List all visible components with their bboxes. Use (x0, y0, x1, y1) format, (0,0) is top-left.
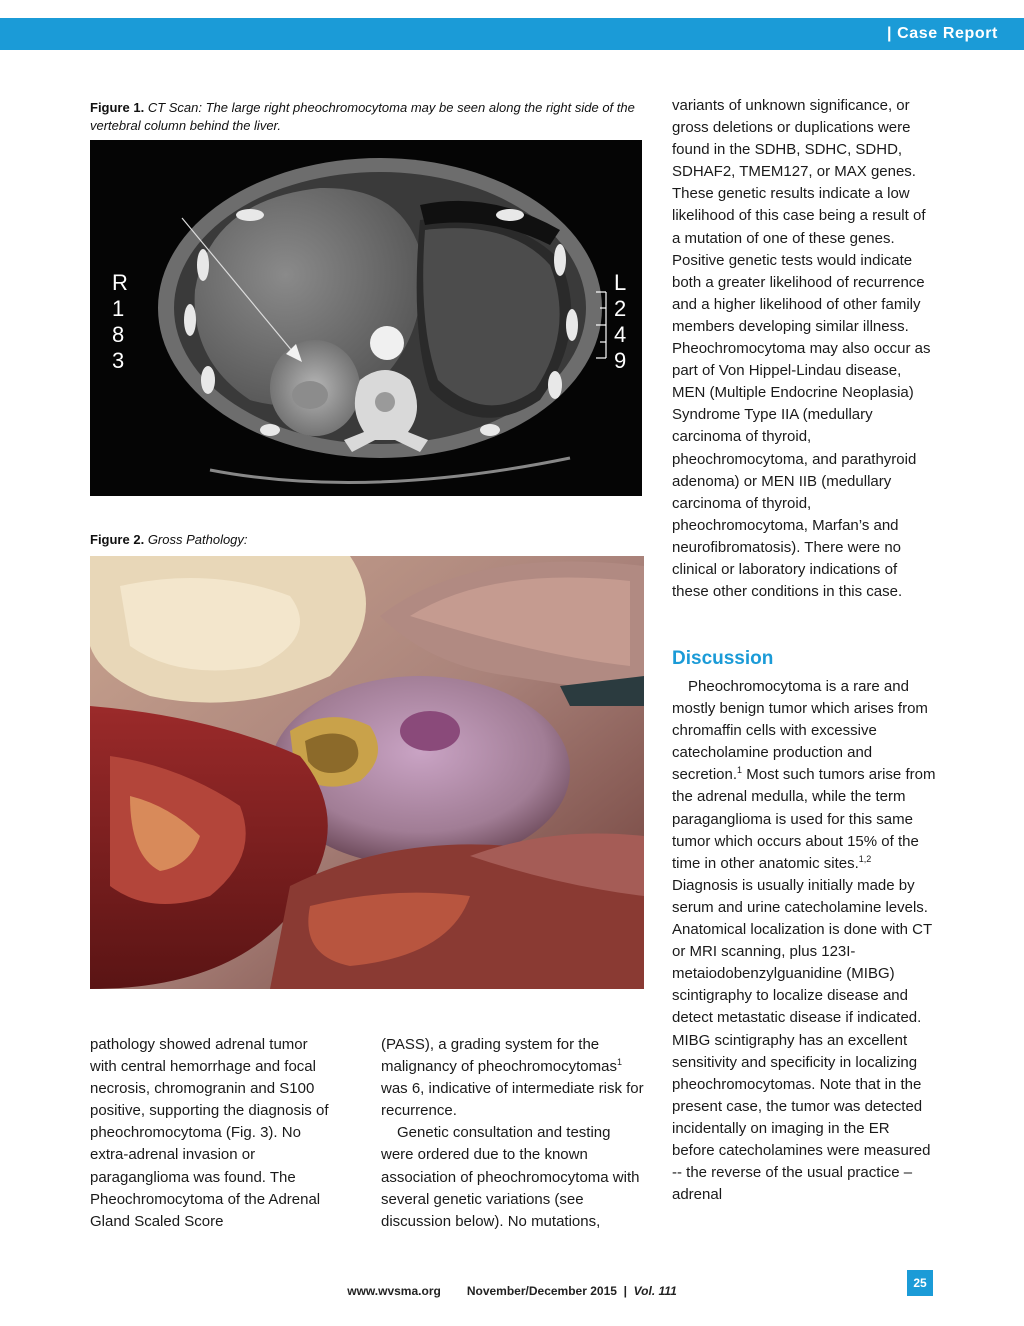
footer-issue: November/December 2015 (466, 1284, 617, 1298)
column2-text-b: was 6, indicative of intermediate risk for recurrence. (381, 1080, 644, 1120)
figure1-caption (90, 99, 646, 135)
column2-text-a: (PASS), a grading system for the malignancy of pheochromocytomas (381, 1036, 617, 1076)
marker-right-1: 2 (614, 296, 627, 321)
footer-volume: Vol. 111 (633, 1284, 677, 1298)
marker-left-3: 3 (112, 348, 125, 373)
discussion-text-a: Pheochromocytoma is a rare and mostly benign tumor which arises from chromaffin cells with excessive catecholamine production and secretion. (672, 678, 928, 784)
footer-separator: | (623, 1284, 627, 1298)
header-bar (0, 18, 1024, 50)
reference-superscript: 1 (616, 1057, 622, 1068)
column-1 (90, 1034, 338, 1233)
column-2 (381, 1034, 647, 1233)
figure1-caption-text: CT Scan: The large right pheochromocytoma may be seen along the right side of the vertebral column behind the liver. (90, 100, 635, 133)
ct-scan-illustration (90, 140, 642, 496)
column-3-discussion (672, 676, 936, 1206)
figure2-label: Figure 2. (90, 532, 145, 547)
column3-paragraph-1: variants of unknown significance, or gross deletions or duplications were found in the SDHB, SDHC, SDHD, SDHAF2, TMEM127, or MAX genes. These genetic results indicate a low likelihood of this case being a result of a mutation of one of these genes. Positive genetic tests would indicate both a greater likelihood of recurrence and a higher likelihood of other family members developing similar illness. Pheochromocytoma may also occur as part of Von Hippel-Lindau disease, MEN (Multiple Endocrine Neoplasia) Syndrome Type IIA (medullary carcinoma of thyroid, pheochromocytoma, and parathyroid adenoma) or MEN IIB (medullary carcinoma of thyroid, pheochromocytoma, Marfan’s and neurofibromatosis). There were no clinical or laboratory indications of these other conditions in this case. (672, 97, 931, 601)
discussion-text-b: Most such tumors arise from the adrenal medulla, while the term paraganglioma is used for this same tumor which occurs about 15% of the time in other anatomic sites. (672, 766, 936, 872)
column-3 (672, 95, 934, 603)
reference-superscript: 1,2 (858, 853, 872, 864)
column2-paragraph-2: Genetic consultation and testing were ordered due to the known association of pheochromocytoma with several genetic variations (see discussion below). No mutations, (381, 1124, 640, 1230)
discussion-text-c: Diagnosis is usually initially made by serum and urine catecholamine levels. Anatomical localization is done with CT or MRI scanning, plus 123I-metaiodobenzylguanidine (MIBG) scintigraphy to localize disease and detect metastatic disease if indicated. MIBG scintigraphy has an excellent sensitivity and specificity in localizing pheochromocytomas. Note that in the present case, the tumor was detected incidentally on imaging in the ER before catecholamines were measured -- the reverse of the usual practice – adrenal (672, 876, 932, 1204)
discussion-paragraph (672, 676, 936, 1206)
marker-right-0: L (614, 270, 627, 295)
marker-right-2: 4 (614, 322, 627, 347)
figure2-pathology-image (90, 556, 644, 989)
figure2-caption (90, 531, 646, 549)
marker-left-0: R (112, 270, 128, 295)
figure2-caption-text: Gross Pathology: (147, 532, 248, 547)
column1-paragraph: pathology showed adrenal tumor with central hemorrhage and focal necrosis, chromogranin and S100 positive, supporting the diagnosis of pheochromocytoma (Fig. 3). No extra-adrenal invasion or paraganglioma was found. The Pheochromocytoma of the Adrenal Gland Scaled Score (90, 1036, 329, 1230)
section-title: | Case Report (887, 25, 998, 42)
discussion-heading: Discussion (672, 648, 774, 669)
page-number: 25 (907, 1270, 933, 1296)
figure1-label: Figure 1. (90, 100, 145, 115)
reference-superscript: 1 (737, 765, 743, 776)
footer (0, 1284, 1024, 1298)
column2-paragraph-1 (381, 1034, 647, 1122)
pathology-illustration (90, 556, 644, 989)
marker-right-3: 9 (614, 348, 627, 373)
marker-left-1: 1 (112, 296, 125, 321)
figure1-ct-image (90, 140, 642, 496)
marker-left-2: 8 (112, 322, 125, 347)
footer-site: www.wvsma.org (347, 1284, 441, 1298)
